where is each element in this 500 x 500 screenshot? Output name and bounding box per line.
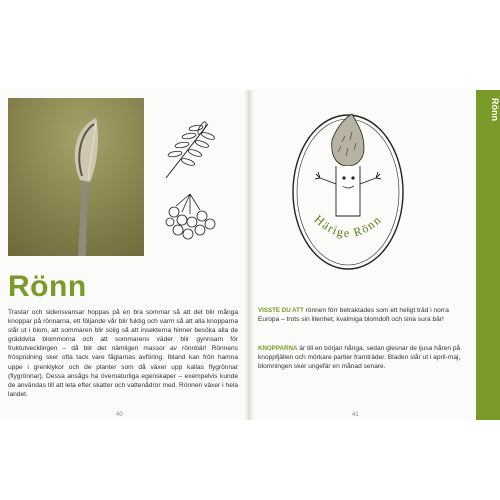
page-number-right: 41 <box>352 412 359 418</box>
chapter-tab-label: Rönn <box>490 98 500 121</box>
fact-keyword-knopparna: KNOPPARNA <box>258 345 298 352</box>
book-gutter <box>244 90 254 420</box>
harige-ronn-emblem <box>290 112 406 272</box>
page-title: Rönn <box>8 270 87 303</box>
bud-image <box>8 98 144 256</box>
right-page <box>254 90 476 420</box>
emblem-label: Härige Rönn <box>311 212 385 241</box>
page-number-left: 40 <box>116 412 123 418</box>
fact-visste <box>258 306 464 324</box>
rowan-leaf-sketch <box>156 118 216 182</box>
fact-text-knopparna: är till en början håriga, sedan glesnar de ljusa håren på knoppfjällen och mörkare partier framträder. Bladen slår ut i april-maj, blomningen sker ungefär en månad senare. <box>258 345 461 371</box>
left-page <box>0 90 246 420</box>
fact-keyword-visste: VISSTE DU ATT <box>258 307 304 314</box>
rowan-bud-photo <box>8 98 144 256</box>
book-spread <box>0 90 500 420</box>
body-text: Trastar och sidensvansar hoppas på en bra sommar så att det blir många knoppar på rönnarna, ett följande vår blir fuktig och varm så att alla knopparna slår ut i blom, att sommaren blir solig så att insekterna hinner besöka alla de gräddvita blommorna och att sommarens väder blir gynnsam för fruktutvecklingen – då blir det nämligen massor av rönnbär! Rönnens fröspridning sker ofta tack vare fåglarnas avföring. Ibland kan frön hamna uppe i grenklykor och de planter som då växer upp kallas flygrönnar (flygrönnar). Dessa ansågs ha övernaturliga egenskaper – exempelvis kunde de användas till att leta efter skatter och vattenådror med. Rönnen växer i hela landet. <box>8 309 238 398</box>
rowan-berries-sketch <box>160 190 220 246</box>
fact-knopparna <box>258 344 464 371</box>
fact-text-visste: rönnen förr betraktades som ett heligt träd i norra Europa – trots sin litenhet, kvalmiga blomdoft och sina sura bär! <box>258 307 449 324</box>
chapter-tab <box>476 90 500 420</box>
